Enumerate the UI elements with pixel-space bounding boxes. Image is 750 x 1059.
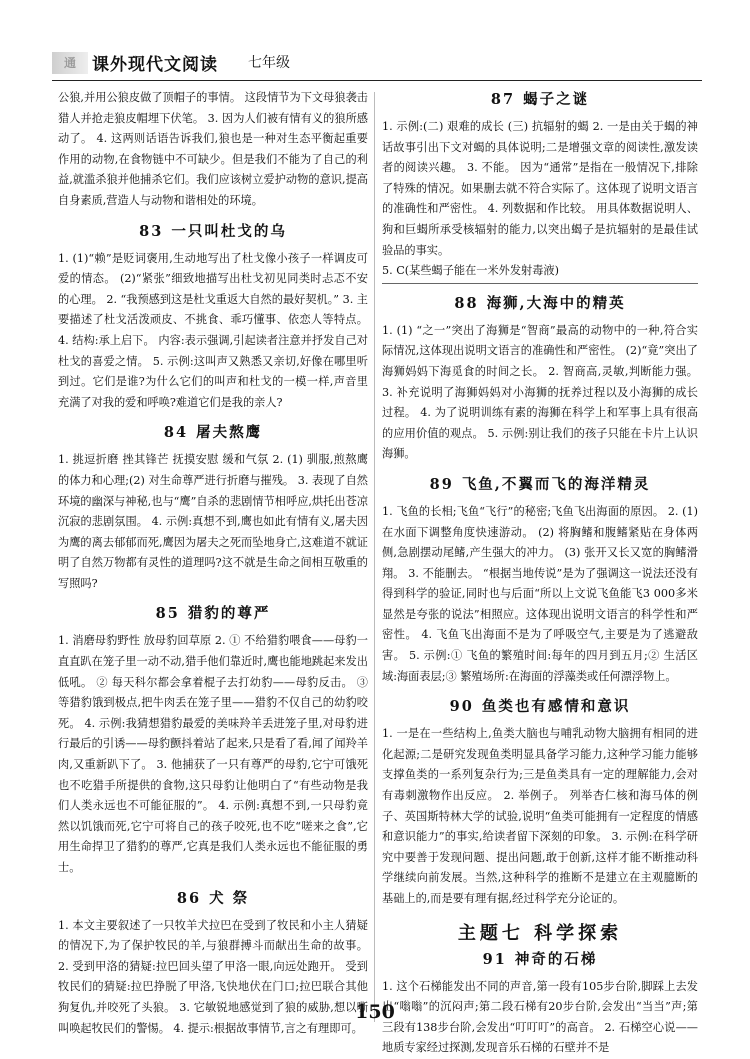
answer-text-86: 1. 本文主要叙述了一只牧羊犬拉巴在受到了牧民和小主人猜疑的情况下,为了保护牧民的羊,与狼群搏斗而献出生命的故事。 2. 受到甲洛的猜疑:拉巴回头望了甲洛一眼,向远处跑开。 受到牧民们的猜疑:拉巴挣脱了甲洛,飞快地伏在门口;拉巴联合其他狗复仇,并咬死了头狼。 3. 它敏锐地感觉到了狼的威胁,想以嘶叫唤起牧民们的警惕。 4. 提示:根据故事情节,言之有理即可。	[58, 918, 368, 1035]
section-number: 86	[176, 889, 202, 907]
section-heading-86	[58, 889, 368, 909]
grade-label: 七年级	[248, 55, 290, 71]
section-heading-88	[382, 294, 698, 314]
section-number: 89	[429, 475, 454, 493]
section-title: 屠夫熬鹰	[196, 424, 263, 442]
section-title: 犬 祭	[209, 889, 250, 907]
section-number: 90	[449, 698, 474, 716]
section-number: 91	[482, 950, 507, 968]
answer-text-88: 1. (1) “之一”突出了海狮是“智商”最高的动物中的一种,符合实际情况,这体现出说明文语言的准确性和严密性。 (2)“竟”突出了海狮妈妈下海觅食的时间之长。 2. 智商高,灵敏,判断能力强。 3. 补充说明了海狮妈妈对小海狮的抚养过程以及小海狮的成长过程。 4. 为了说明训练有素的海狮在科学上和军事上具有很高的应用价值的观点。 5. 示例:别让我们的孩子只能在卡片上认识海狮。	[382, 323, 698, 461]
page-header	[52, 50, 702, 80]
series-logo: 通	[52, 52, 88, 74]
answer-text-87: 1. 示例:(二) 艰难的成长 (三) 抗辐射的蝎 2. 一是由关于蝎的神话故事引出下文对蝎的具体说明;二是增强文章的阅读性,激发读者的阅读兴趣。 3. 不能。 因为“通常”是指在一般情况下,排除了特殊的情况。如果删去就不符合实际了。这体现了说明文语言的准确性和严密性。 4. 列数据和作比较。 用具体数据说明人、狗和巨蝎所承受核辐射的能力,以突出蝎子是抗辐射的是最佳试验品的事实。	[382, 120, 698, 257]
answer-text-84: 1. 挑逗折磨 挫其锋芒 抚摸安慰 缓和气氛 2. (1) 驯服,煎熬鹰的体力和心理;(2) 对生命尊严进行折磨与摧残。 3. 表现了自然环境的幽深与神秘,也与“鹰”自杀的悲剧情节相呼应,烘托出苍凉沉寂的悲剧氛围。 4. 示例:真想不到,鹰也如此有情有义,屠夫因为鹰的离去郁郁而死,鹰因为屠夫之死而坠地身亡,这难道不就证明了自然万物都有灵性的道理吗?这不就是生命之间相互敬重的写照吗?	[58, 453, 368, 590]
page-number: 150	[355, 1001, 395, 1023]
column-divider	[374, 92, 375, 1022]
header-rule	[52, 80, 702, 81]
section-title: 猎豹的尊严	[187, 605, 271, 623]
section-title: 海狮,大海中的精英	[486, 294, 626, 312]
answer-continuation: 公狼,并用公狼皮做了顶帽子的事情。 这段情节为下文母狼袭击猎人并抢走狼皮帽埋下伏笔。 3. 因为人们被有情有义的狼所感动了。 4. 这两则话语告诉我们,狼也是一种对生态平衡起重要作用的动物,在食物链中不可缺少。但是我们不能为了自己的利益,就滥杀狼并他捕杀它们。我们应该树立爱护动物的意识,提高自身素质,营造人与动物和谐相处的环境。	[58, 91, 368, 207]
section-title: 神奇的石梯	[514, 950, 598, 968]
section-heading-83	[58, 222, 368, 242]
left-column	[58, 88, 368, 1039]
section-heading-91	[382, 950, 698, 970]
section-number: 87	[490, 91, 516, 108]
answer-text-87-last: 5. C(某些蝎子能在一米外发射毒液)	[382, 261, 698, 284]
answer-text-90: 1. 一是在一些结构上,鱼类大脑也与哺乳动物大脑拥有相同的进化起源;二是研究发现鱼类明显具备学习能力,这种学习能力能够支撑鱼类的一系列复杂行为;三是鱼类具有一定的理解能力,会对有毒刺激物作出反应。 2. 举例子。 列举杏仁核和海马体的例子、英国斯特林大学的试验,说明“鱼类可能拥有一定程度的情感和意识能力”的事实,给读者留下深刻的印象。 3. 示例:在科学研究中要善于发现问题、提出问题,敢于创新,这样才能不断推动科学继续向前发展。当然,这种科学的推断不是建立在主观臆断的基础上的,而是要有理有据,经过科学充分论证的。	[382, 727, 698, 905]
section-title: 鱼类也有感情和意识	[481, 698, 631, 716]
section-heading-84	[58, 423, 368, 443]
section-heading-90	[382, 697, 698, 717]
section-number: 84	[163, 424, 189, 442]
answer-text-91: 1. 这个石梯能发出不同的声音,第一段有105步台阶,脚踩上去发出“嗡嗡”的沉闷声;第二段石梯有20步台阶,会发出“当当”声;第三段有138步台阶,会发出“叮叮叮”的高音。 2. 石梯空心说——地质专家经过探测,发现音乐石梯的石壁并不是	[382, 979, 698, 1055]
section-heading-87	[382, 90, 698, 110]
topic-heading: 主题七 科学探索	[457, 922, 623, 944]
right-column	[382, 88, 698, 1059]
section-number: 83	[139, 222, 164, 240]
section-title: 一只叫杜戈的乌	[171, 222, 287, 240]
section-title: 蝎子之谜	[523, 91, 590, 108]
book-title: 课外现代文阅读	[92, 55, 218, 75]
answer-text-85: 1. 消磨母豹野性 放母豹回草原 2. ① 不给猎豹喂食——母豹一直直趴在笼子里一动不动,猎手他们靠近时,鹰也能地跳起来发出低吼。 ② 每天科尔都会拿着棍子去打幼豹——母豹反击。 ③ 等猎豹饿到极点,把牛肉丢在笼子里——猎豹不仅自己的幼豹咬死。 4. 示例:我猜想猎豹最爱的美味羚羊丢进笼子里,对母豹进行最后的引诱——母豹颤抖着站了起来,只是看了看,闻了闻羚羊肉,又重新趴下了。 3. 他捕获了一只有尊严的母豹,它宁可饿死也不吃猎手所提供的食物,这只母豹让他明白了“有些动物是我们人类永远也不可能征服的”。 4. 示例:真想不到,一只母豹竟然以饥饿而死,它宁可将自己的孩子咬死,也不吃“嗟来之食”,它用生命捍卫了猎豹的尊严,它真是我们人类永远也不能征服的勇士。	[58, 634, 368, 874]
section-heading-89	[382, 475, 698, 495]
section-number: 88	[454, 294, 479, 312]
section-number: 85	[155, 605, 180, 623]
section-title: 飞鱼,不翼而飞的海洋精灵	[461, 475, 651, 493]
answer-text-83: 1. (1)“赖”是贬词褒用,生动地写出了杜戈像小孩子一样调皮可爱的情态。 (2)“紧张”细致地描写出杜戈初见同类时忐忑不安的心理。 2. “我预感到这是杜戈重返大自然的最好契机。” 3. 主要描述了杜戈活泼顽皮、不挑食、乖巧懂事、依恋人等特点。 4. 结构:承上启下。 内容:表示强调,引起读者注意并抒发自己对杜戈的喜爱之情。 5. 示例:这叫声又熟悉又亲切,好像在哪里听到过。它们是谁?为什么它们的叫声和杜戈的一模一样,声音里充满了对我的爱和呼唤?难道它们是我的亲人?	[58, 251, 368, 409]
section-heading-85	[58, 604, 368, 624]
answer-text-89: 1. 飞鱼的长相;飞鱼“飞行”的秘密;飞鱼飞出海面的原因。 2. (1) 在水面下调整角度快速游动。 (2) 将胸鳍和腹鳍紧贴在身体两侧,急剧摆动尾鳍,产生强大的冲力。 (3) 张开又长又宽的胸鳍滑翔。 3. 不能删去。 “根据当地传说”是为了强调这一说法还没有得到科学的验证,同时也与后面“所以上文说飞鱼能飞3 000多米显然是夸张的说法”相照应。这体现出说明文语言的科学性和严密性。 4. 飞鱼飞出海面不是为了呼吸空气,主要是为了逃避敌害。 5. 示例:① 飞鱼的繁殖时间:每年的四月到五月;② 生活区域:海面表层;③ 繁殖场所:在海面的浮藻类或任何漂浮物上。	[382, 504, 698, 683]
